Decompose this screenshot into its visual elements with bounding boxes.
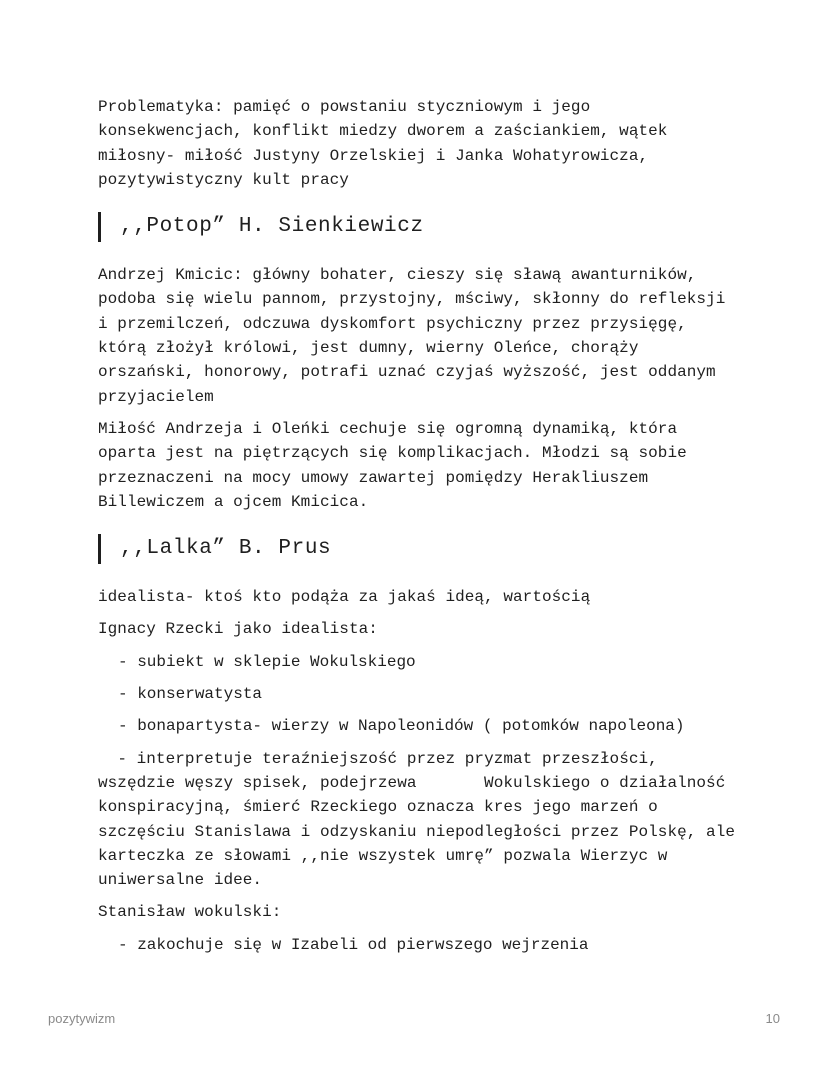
wokulski-intro: Stanisław wokulski: xyxy=(98,903,282,922)
heading-potop xyxy=(98,212,738,242)
idealist-definition: idealista- ktoś kto podąża za jakaś ideą, wartością xyxy=(98,588,591,607)
heading-lalka-text: ,,Lalka” B. Prus xyxy=(120,537,332,561)
page-number: 10 xyxy=(765,1011,780,1026)
list-item: - bonapartysta- wierzy w Napoleonidów ( potomków napoleona) xyxy=(118,717,685,736)
list-item: - konserwatysta xyxy=(118,685,263,704)
list-item: - subiekt w sklepie Wokulskiego xyxy=(118,652,416,671)
heading-bar xyxy=(98,534,101,564)
love-paragraph: Miłość Andrzeja i Oleńki cechuje się ogromną dynamiką, która oparta jest na piętrzących się komplikacjach. Młodzi są sobie przeznaczeni na mocy umowy zawartej pomiędzy Herakliuszem Billewiczem a ojcem Kmicica. xyxy=(98,419,697,511)
heading-bar xyxy=(98,212,101,242)
rzecki-intro: Ignacy Rzecki jako idealista: xyxy=(98,620,378,639)
rzecki-long-paragraph: - interpretuje teraźniejszość przez pryzmat przeszłości, wszędzie węszy spisek, podejrzewa Wokulskiego o działalność konspiracyjną, śmierć Rzeckiego oznacza kres jego marzeń o szczęściu Stanislawa i odzyskaniu niepodległości przez Polskę, ale karteczka ze słowami ,,nie wszystek umrę” pozwala Wierzyc w uniwersalne idee. xyxy=(98,749,745,890)
heading-lalka xyxy=(98,534,738,564)
list-item: - zakochuje się w Izabeli od pierwszego wejrzenia xyxy=(118,935,589,954)
footer-title: pozytywizm xyxy=(48,1011,116,1026)
intro-paragraph: Problematyka: pamięć o powstaniu styczniowym i jego konsekwencjach, konflikt miedzy dworem a zaściankiem, wątek miłosny- miłość Justyny Orzelskiej i Janka Wohatyrowicza, pozytywistyczny kult pracy xyxy=(98,98,678,189)
heading-potop-text: ,,Potop” H. Sienkiewicz xyxy=(120,215,424,239)
document-page xyxy=(98,95,745,965)
kmicic-paragraph: Andrzej Kmicic: główny bohater, cieszy się sławą awanturników, podoba się wielu pannom, przystojny, mściwy, skłonny do refleksji i przemilczeń, odczuwa dyskomfort psychiczny przez przysięgę, którą złożył królowi, jest dumny, wierny Oleńce, chorąży orszański, honorowy, potrafi uznać czyjaś wyższość, jest oddanym przyjacielem xyxy=(98,266,736,406)
